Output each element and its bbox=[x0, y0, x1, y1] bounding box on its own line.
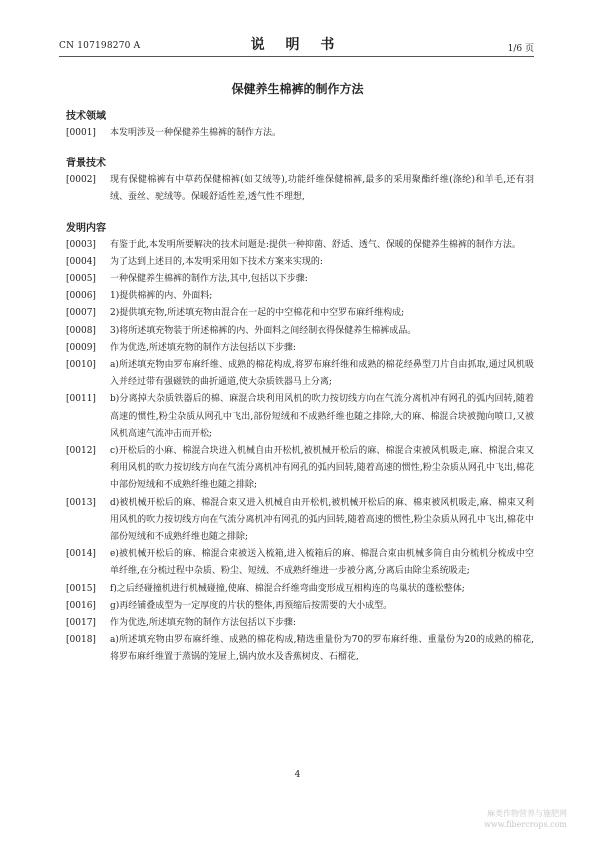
paragraph bbox=[66, 172, 534, 206]
paragraph-text: 现有保健棉裤有中草药保健棉裤(如艾绒等),功能纤维保健棉裤,最多的采用聚酯纤维(涤纶)和羊毛,还有羽绒、蚕丝、驼绒等。保暖舒适性差,透气性不理想, bbox=[110, 175, 534, 203]
paragraph-text: 为了达到上述目的,本发明采用如下技术方案来实现的: bbox=[110, 256, 323, 267]
paragraph-number: [0016] bbox=[66, 600, 96, 611]
paragraph-number: [0012] bbox=[66, 446, 96, 457]
section-heading: 发明内容 bbox=[66, 222, 106, 234]
paragraph-text: 一种保健养生棉裤的制作方法,其中,包括以下步骤: bbox=[110, 274, 308, 285]
paragraph-number: [0003] bbox=[66, 239, 96, 250]
paragraph-text: 本发明涉及一种保健养生棉裤的制作方法。 bbox=[110, 128, 282, 138]
paragraph-text: 3)将所述填充物装于所述棉裤的内、外面料之间经制衣得保健养生棉裤成品。 bbox=[110, 325, 417, 336]
section-heading: 技术领域 bbox=[66, 111, 106, 122]
site-watermark bbox=[484, 808, 567, 830]
paragraph-number: [0006] bbox=[66, 291, 96, 302]
paragraph-text: d)被机械开松后的麻、棉混合束又进入机械自由开松机,被机械开松后的麻、棉束被风机吸走,麻、棉束又利用风机的吹力按切线方向在气流分离机冲有网孔的弧内回转,随着高速的惯性,粉尘杂质从网孔中飞出,棉花中部份短绒和不成熟纤维也随之排除; bbox=[110, 497, 534, 543]
paragraph-number: [0009] bbox=[66, 342, 96, 353]
paragraph-text: b)分离掉大杂质铁器后的棉、麻混合块利用风机的吹力按切线方向在气流分离机冲有网孔的弧内回转,随着高速的惯性,粉尘杂质从网孔中飞出,部份短绒和不成熟纤维也随之排除,大的麻、棉混合块被抛向喷口,又被风机高速气流冲击而开松; bbox=[110, 394, 534, 439]
paragraph-number: [0013] bbox=[66, 497, 96, 508]
section-heading: 背景技术 bbox=[66, 158, 106, 170]
paragraph bbox=[66, 340, 534, 357]
paragraph-number: [0004] bbox=[66, 256, 96, 267]
paragraph-number: [0017] bbox=[66, 618, 96, 629]
watermark-line-1: 麻类作物营养与施肥网 bbox=[487, 809, 567, 818]
paragraph bbox=[66, 546, 534, 580]
paragraph-number: [0008] bbox=[66, 325, 96, 336]
paragraph-text: 2)提供填充物,所述填充物由混合在一起的中空棉花和中空罗布麻纤维构成; bbox=[110, 308, 405, 319]
paragraph bbox=[66, 357, 534, 391]
paragraph bbox=[66, 443, 534, 495]
paragraph bbox=[66, 305, 534, 322]
paragraph bbox=[66, 288, 534, 305]
paragraph bbox=[66, 237, 534, 254]
paragraph bbox=[66, 615, 534, 632]
paragraph bbox=[66, 271, 534, 288]
paragraph-text: 作为优选,所述填充物的制作方法包括以下步骤: bbox=[110, 618, 296, 629]
paragraph bbox=[66, 495, 534, 547]
paragraph-text: e)被机械开松后的麻、棉混合束被送入梳箱,进入梳箱后的麻、棉混合束由机械多筒自由分梳机分梳成中空单纤维,在分梳过程中杂质、粉尘、短绒、不成熟纤维进一步被分离,分离后由除尘系统吸走; bbox=[110, 549, 534, 577]
page-indicator: 1/6 页 bbox=[507, 44, 534, 54]
paragraph-text: a)所述填充物由罗布麻纤维、成熟的棉花构成,将罗布麻纤维和成熟的棉花经鼻型刀片自由抓取,通过风机吸入并经过带有强磁铁的曲折通道,使大杂质铁器马上分离; bbox=[110, 360, 534, 388]
paragraph-text: 有鉴于此,本发明所要解决的技术问题是:提供一种抑菌、舒适、透气、保暖的保健养生棉裤的制作方法。 bbox=[110, 239, 521, 250]
paragraph bbox=[66, 632, 534, 666]
paragraph-number: [0007] bbox=[66, 308, 96, 319]
paragraph-number: [0010] bbox=[66, 360, 96, 371]
paragraph bbox=[66, 598, 534, 615]
paragraph-text: f)之后经碰撞机进行机械碰撞,使麻、棉混合纤维弯曲变形成互相构连的鸟巢状的蓬松整体; bbox=[110, 583, 465, 594]
description-body bbox=[66, 108, 534, 667]
paragraph-number: [0015] bbox=[66, 583, 96, 594]
paragraph bbox=[66, 323, 534, 340]
paragraph-number: [0014] bbox=[66, 549, 96, 560]
paragraph-number: [0002] bbox=[66, 175, 96, 186]
paragraph-text: c)开松后的小麻、棉混合块进入机械自由开松机,被机械开松后的麻、棉混合束被风机吸走,麻、棉混合束又利用风机的吹力按切线方向在气流分离机冲有网孔的弧内回转,随着高速的惯性,粉尘杂质从网孔中飞出,棉花中部份短绒和不成熟纤维也随之排除; bbox=[110, 446, 534, 491]
paragraph bbox=[66, 125, 534, 142]
paragraph bbox=[66, 391, 534, 443]
page-number: 4 bbox=[294, 770, 301, 780]
paragraph-text: g)再经铺叠成型为一定厚度的片状的整体,再预缩后按需要的大小成型。 bbox=[110, 600, 393, 611]
paragraph-number: [0011] bbox=[66, 394, 96, 405]
paragraph-text: a)所述填充物由罗布麻纤维、成熟的棉花构成,精选重量份为70的罗布麻纤维、重量份为20的成熟的棉花,将罗布麻纤维置于蒸锅的笼屉上,锅内放水及香蕉树皮、石榴花, bbox=[110, 635, 534, 663]
paragraph-text: 1)提供棉裤的内、外面料; bbox=[110, 291, 213, 302]
paragraph-text: 作为优选,所述填充物的制作方法包括以下步骤: bbox=[110, 342, 296, 353]
header-rule bbox=[59, 56, 534, 57]
publication-number: CN 107198270 A bbox=[59, 41, 141, 51]
invention-title: 保健养生棉裤的制作方法 bbox=[231, 82, 364, 96]
paragraph-number: [0005] bbox=[66, 274, 96, 285]
paragraph-number: [0018] bbox=[66, 635, 96, 646]
paragraph-number: [0001] bbox=[66, 128, 96, 138]
paragraph bbox=[66, 581, 534, 598]
watermark-line-2: www.fibercrops.com bbox=[484, 820, 567, 829]
paragraph bbox=[66, 254, 534, 271]
document-type-title: 说 明 书 bbox=[250, 37, 343, 53]
